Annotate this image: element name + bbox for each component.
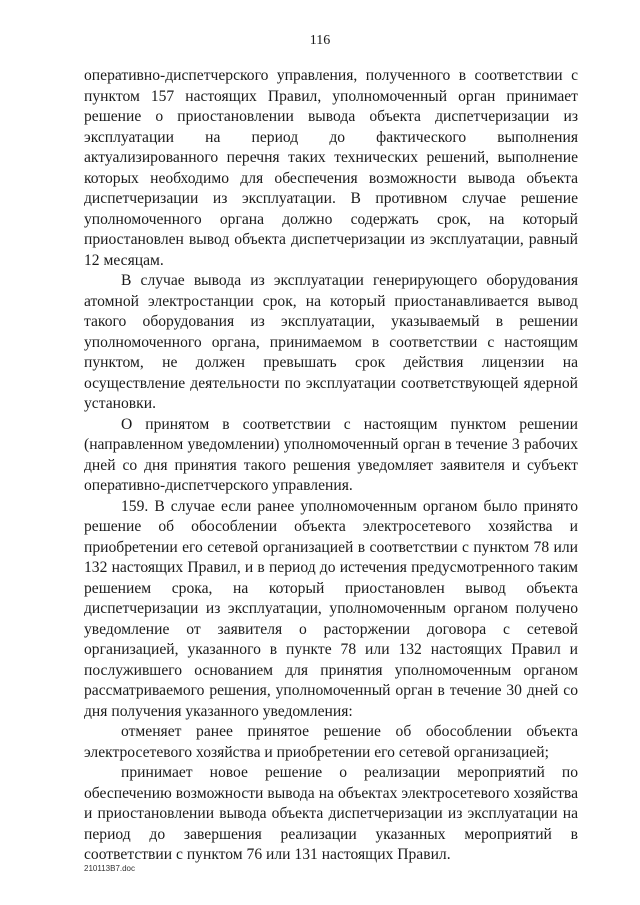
- document-body: [84, 66, 578, 866]
- paragraph-continuation: оперативно-диспетчерского управления, полученного в соответствии с пунктом 157 настоящих Правил, уполномоченный орган принимает решение о приостановлении вывода объекта диспетчеризации из эксплуатации на период до фактического выполнения актуализированного перечня таких технических решений, выполнение которых необходимо для обеспечения возможности вывода объекта диспетчеризации из эксплуатации. В противном случае решение уполномоченного органа должно содержать срок, на который приостановлен вывод объекта диспетчеризации из эксплуатации, равный 12 месяцам.: [84, 67, 578, 269]
- paragraph-notification: О принятом в соответствии с настоящим пунктом решении (направленном уведомлении) уполномоченный орган в течение 3 рабочих дней со дня принятия такого решения уведомляет заявителя и субъект оперативно-диспетчерского управления.: [84, 415, 578, 494]
- paragraph-item-159: 159. В случае если ранее уполномоченным органом было принято решение об обособлении объекта электросетевого хозяйства и приобретении его сетевой организацией в соответствии с пунктом 78 или 132 настоящих Правил, и в период до истечения предусмотренного таким решением срока, на который приостановлен вывод объекта диспетчеризации из эксплуатации, уполномоченным органом получено уведомление от заявителя о расторжении договора с сетевой организацией, указанного в пункте 78 или 132 настоящих Правил и послужившего основанием для принятия уполномоченным органом рассматриваемого решения, уполномоченный орган в течение 30 дней со дня получения указанного уведомления:: [84, 497, 578, 720]
- paragraph-new-decision: принимает новое решение о реализации мероприятий по обеспечению возможности вывода на объектах электросетевого хозяйства и приостановлении вывода объекта диспетчеризации из эксплуатации на период до завершения реализации указанных мероприятий в соответствии с пунктом 76 или 131 настоящих Правил.: [84, 764, 578, 863]
- page-number: 116: [309, 33, 331, 48]
- paragraph-cancel-decision: отменяет ранее принятое решение об обособлении объекта электросетевого хозяйства и приобретении его сетевой организацией;: [84, 723, 578, 761]
- footer-file-name: 210113В7.doc: [84, 864, 136, 873]
- paragraph-nuclear-plant: В случае вывода из эксплуатации генерирующего оборудования атомной электростанции срок, на который приостанавливается вывод такого оборудования из эксплуатации, указываемый в решении уполномоченного органа, принимаемом в соответствии с настоящим пунктом, не должен превышать срок действия лицензии на осуществление деятельности по эксплуатации соответствующей ядерной установки.: [84, 272, 578, 412]
